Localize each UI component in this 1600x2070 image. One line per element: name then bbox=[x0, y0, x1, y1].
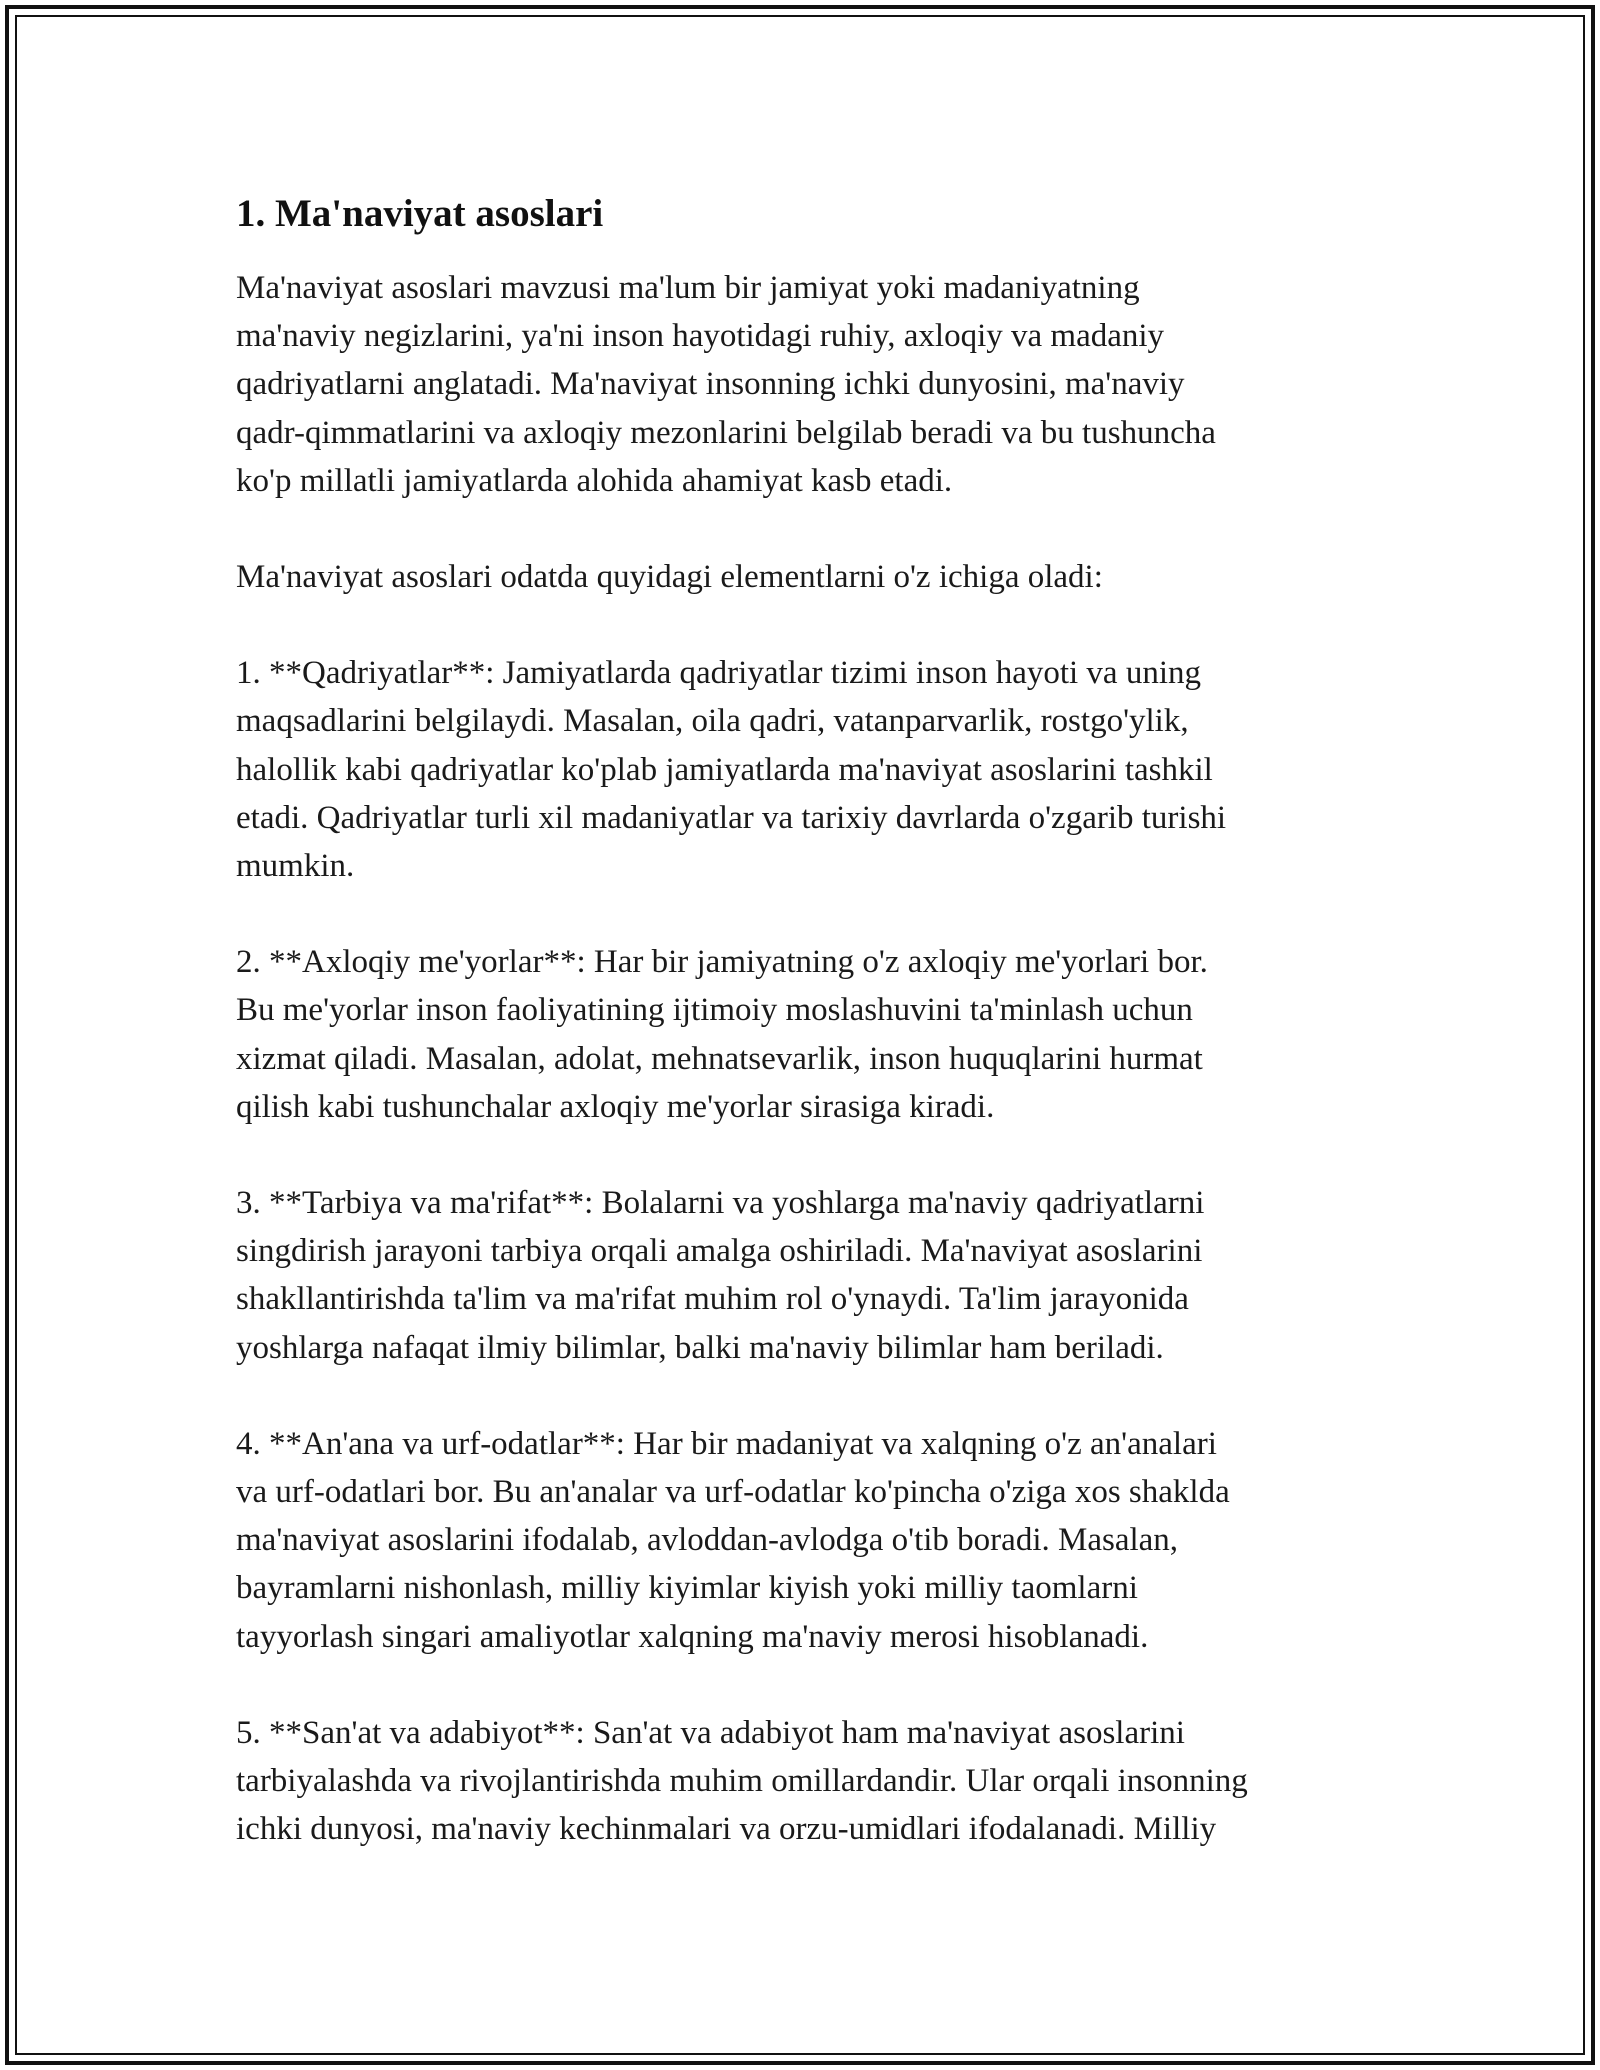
text-line: qadr-qimmatlarini va axloqiy mezonlarini belgilab beradi va bu tushuncha bbox=[236, 414, 1216, 451]
text-line: 2. **Axloqiy me'yorlar**: Har bir jamiyatning o'z axloqiy me'yorlari bor. bbox=[236, 944, 1208, 981]
paragraph-intro bbox=[236, 264, 1386, 505]
text-line: tarbiyalashda va rivojlantirishda muhim omillardandir. Ular orqali insonning bbox=[236, 1763, 1248, 1800]
text-line: shakllantirishda ta'lim va ma'rifat muhim rol o'ynaydi. Ta'lim jarayonida bbox=[236, 1281, 1189, 1318]
text-line: yoshlarga nafaqat ilmiy bilimlar, balki ma'naviy bilimlar ham beriladi. bbox=[236, 1329, 1164, 1366]
paragraph-elements-lead bbox=[236, 553, 1386, 601]
paragraph-item-1 bbox=[236, 649, 1386, 890]
paragraph-item-3 bbox=[236, 1179, 1386, 1372]
text-line: ko'p millatli jamiyatlarda alohida ahamiyat kasb etadi. bbox=[236, 462, 953, 499]
text-line: bayramlarni nishonlash, milliy kiyimlar kiyish yoki milliy taomlarni bbox=[236, 1570, 1138, 1607]
text-line: Ma'naviyat asoslari odatda quyidagi elementlarni o'z ichiga oladi: bbox=[236, 559, 1103, 596]
text-line: qilish kabi tushunchalar axloqiy me'yorlar sirasiga kiradi. bbox=[236, 1088, 995, 1125]
text-line: singdirish jarayoni tarbiya orqali amalga oshiriladi. Ma'naviyat asoslarini bbox=[236, 1233, 1203, 1270]
text-line: va urf-odatlari bor. Bu an'analar va urf-odatlar ko'pincha o'ziga xos shaklda bbox=[236, 1474, 1230, 1511]
text-line: tayyorlash singari amaliyotlar xalqning ma'naviy merosi hisoblanadi. bbox=[236, 1618, 1149, 1655]
text-line: 4. **An'ana va urf-odatlar**: Har bir madaniyat va xalqning o'z an'analari bbox=[236, 1425, 1217, 1462]
text-line: Bu me'yorlar inson faoliyatining ijtimoiy moslashuvini ta'minlash uchun bbox=[236, 992, 1193, 1029]
text-line: 3. **Tarbiya va ma'rifat**: Bolalarni va yoshlarga ma'naviy qadriyatlarni bbox=[236, 1185, 1205, 1222]
text-line: mumkin. bbox=[236, 848, 355, 885]
text-line: qadriyatlarni anglatadi. Ma'naviyat insonning ichki dunyosini, ma'naviy bbox=[236, 366, 1185, 403]
text-line: maqsadlarini belgilaydi. Masalan, oila qadri, vatanparvarlik, rostgo'ylik, bbox=[236, 703, 1189, 740]
text-line: ichki dunyosi, ma'naviy kechinmalari va orzu-umidlari ifodalanadi. Milliy bbox=[236, 1811, 1217, 1848]
text-line: ma'naviy negizlarini, ya'ni inson hayotidagi ruhiy, axloqiy va madaniy bbox=[236, 318, 1165, 355]
paragraph-item-4 bbox=[236, 1420, 1386, 1661]
paragraph-item-2 bbox=[236, 938, 1386, 1131]
text-line: etadi. Qadriyatlar turli xil madaniyatlar va tarixiy davrlarda o'zgarib turishi bbox=[236, 799, 1227, 836]
text-line: 1. **Qadriyatlar**: Jamiyatlarda qadriyatlar tizimi inson hayoti va uning bbox=[236, 655, 1201, 692]
text-line: ma'naviyat asoslarini ifodalab, avloddan-avlodga o'tib boradi. Masalan, bbox=[236, 1522, 1179, 1559]
text-line: halollik kabi qadriyatlar ko'plab jamiyatlarda ma'naviyat asoslarini tashkil bbox=[236, 751, 1213, 788]
text-line: 5. **San'at va adabiyot**: San'at va adabiyot ham ma'naviyat asoslarini bbox=[236, 1714, 1185, 1751]
text-line: Ma'naviyat asoslari mavzusi ma'lum bir jamiyat yoki madaniyatning bbox=[236, 270, 1140, 306]
paragraph-item-5 bbox=[236, 1709, 1386, 1854]
text-line: xizmat qiladi. Masalan, adolat, mehnatsevarlik, inson huquqlarini hurmat bbox=[236, 1040, 1203, 1077]
document-body bbox=[236, 190, 1386, 1901]
document-title: 1. Ma'naviyat asoslari bbox=[236, 192, 604, 235]
